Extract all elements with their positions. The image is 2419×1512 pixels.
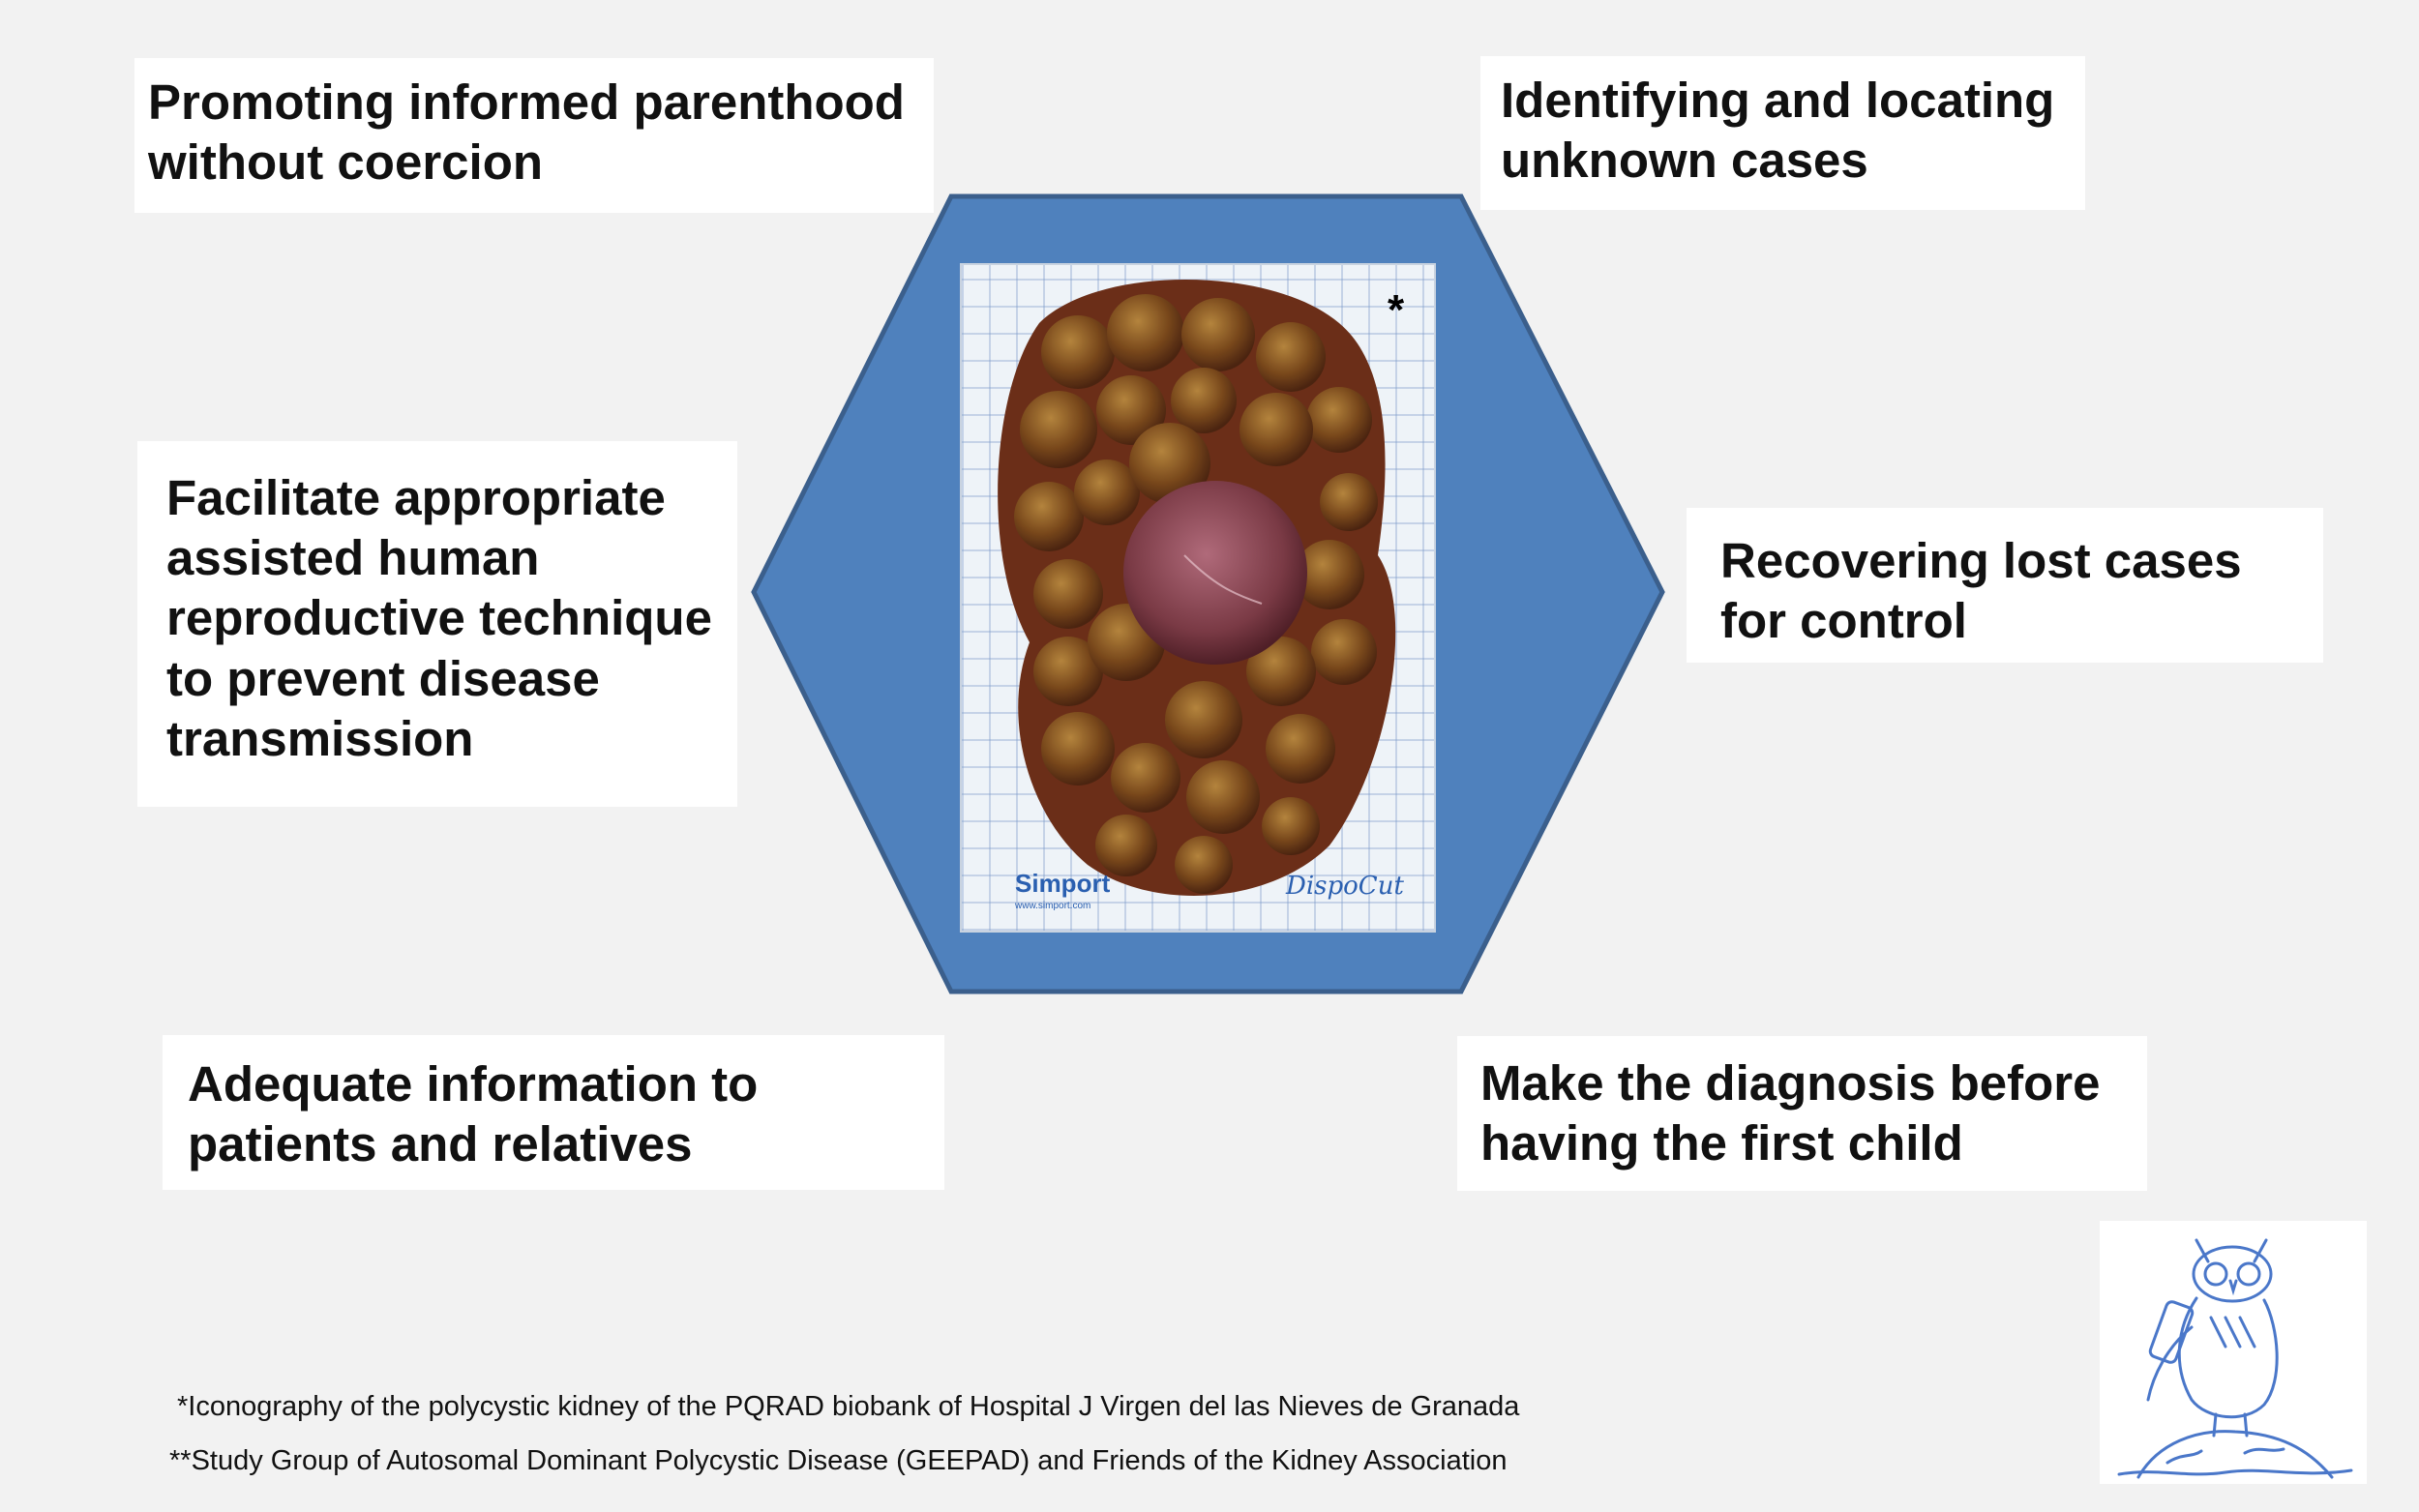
box-line: Promoting informed parenthood: [148, 74, 905, 130]
goal-box-early-diagnosis: [1457, 1036, 2147, 1191]
box-line: Identifying and locating: [1501, 73, 2055, 128]
box-line: Recovering lost cases: [1720, 533, 2242, 588]
box-line: unknown cases: [1501, 133, 1868, 189]
box-line: patients and relatives: [188, 1116, 693, 1172]
box-line: Adequate information to: [188, 1056, 759, 1112]
photo-marker: *: [1388, 286, 1405, 334]
goal-box-recovering-cases: [1687, 508, 2323, 663]
goal-box-identifying-cases: [1480, 56, 2085, 210]
goal-box-assisted-reproduction: [137, 441, 737, 807]
board-url-label: www.simport.com: [1015, 901, 1091, 911]
goal-box-informed-parenthood: [134, 58, 934, 213]
box-line: Make the diagnosis before: [1480, 1055, 2101, 1111]
footnote-iconography: *Iconography of the polycystic kidney of the PQRAD biobank of Hospital J Virgen del las Nieves de Granada: [177, 1391, 1520, 1422]
box-line: having the first child: [1480, 1115, 1963, 1171]
box-line: Facilitate appropriate: [166, 470, 666, 525]
board-product-label: DispoCut: [1286, 872, 1404, 901]
box-line: assisted human: [166, 530, 540, 586]
box-line: transmission: [166, 710, 474, 766]
board-brand-label: Simport: [1015, 869, 1111, 898]
box-line: without coercion: [148, 134, 543, 191]
box-line: reproductive technique: [166, 590, 712, 646]
footnote-study-group: **Study Group of Autosomal Dominant Polycystic Disease (GEEPAD) and Friends of the Kidney Association: [169, 1445, 1508, 1476]
goal-box-adequate-information: [163, 1035, 944, 1190]
box-line: to prevent disease: [166, 650, 600, 706]
owl-on-rock-icon: [2100, 1221, 2367, 1484]
box-line: for control: [1720, 593, 1967, 649]
polycystic-kidney-photo: [960, 263, 1436, 933]
